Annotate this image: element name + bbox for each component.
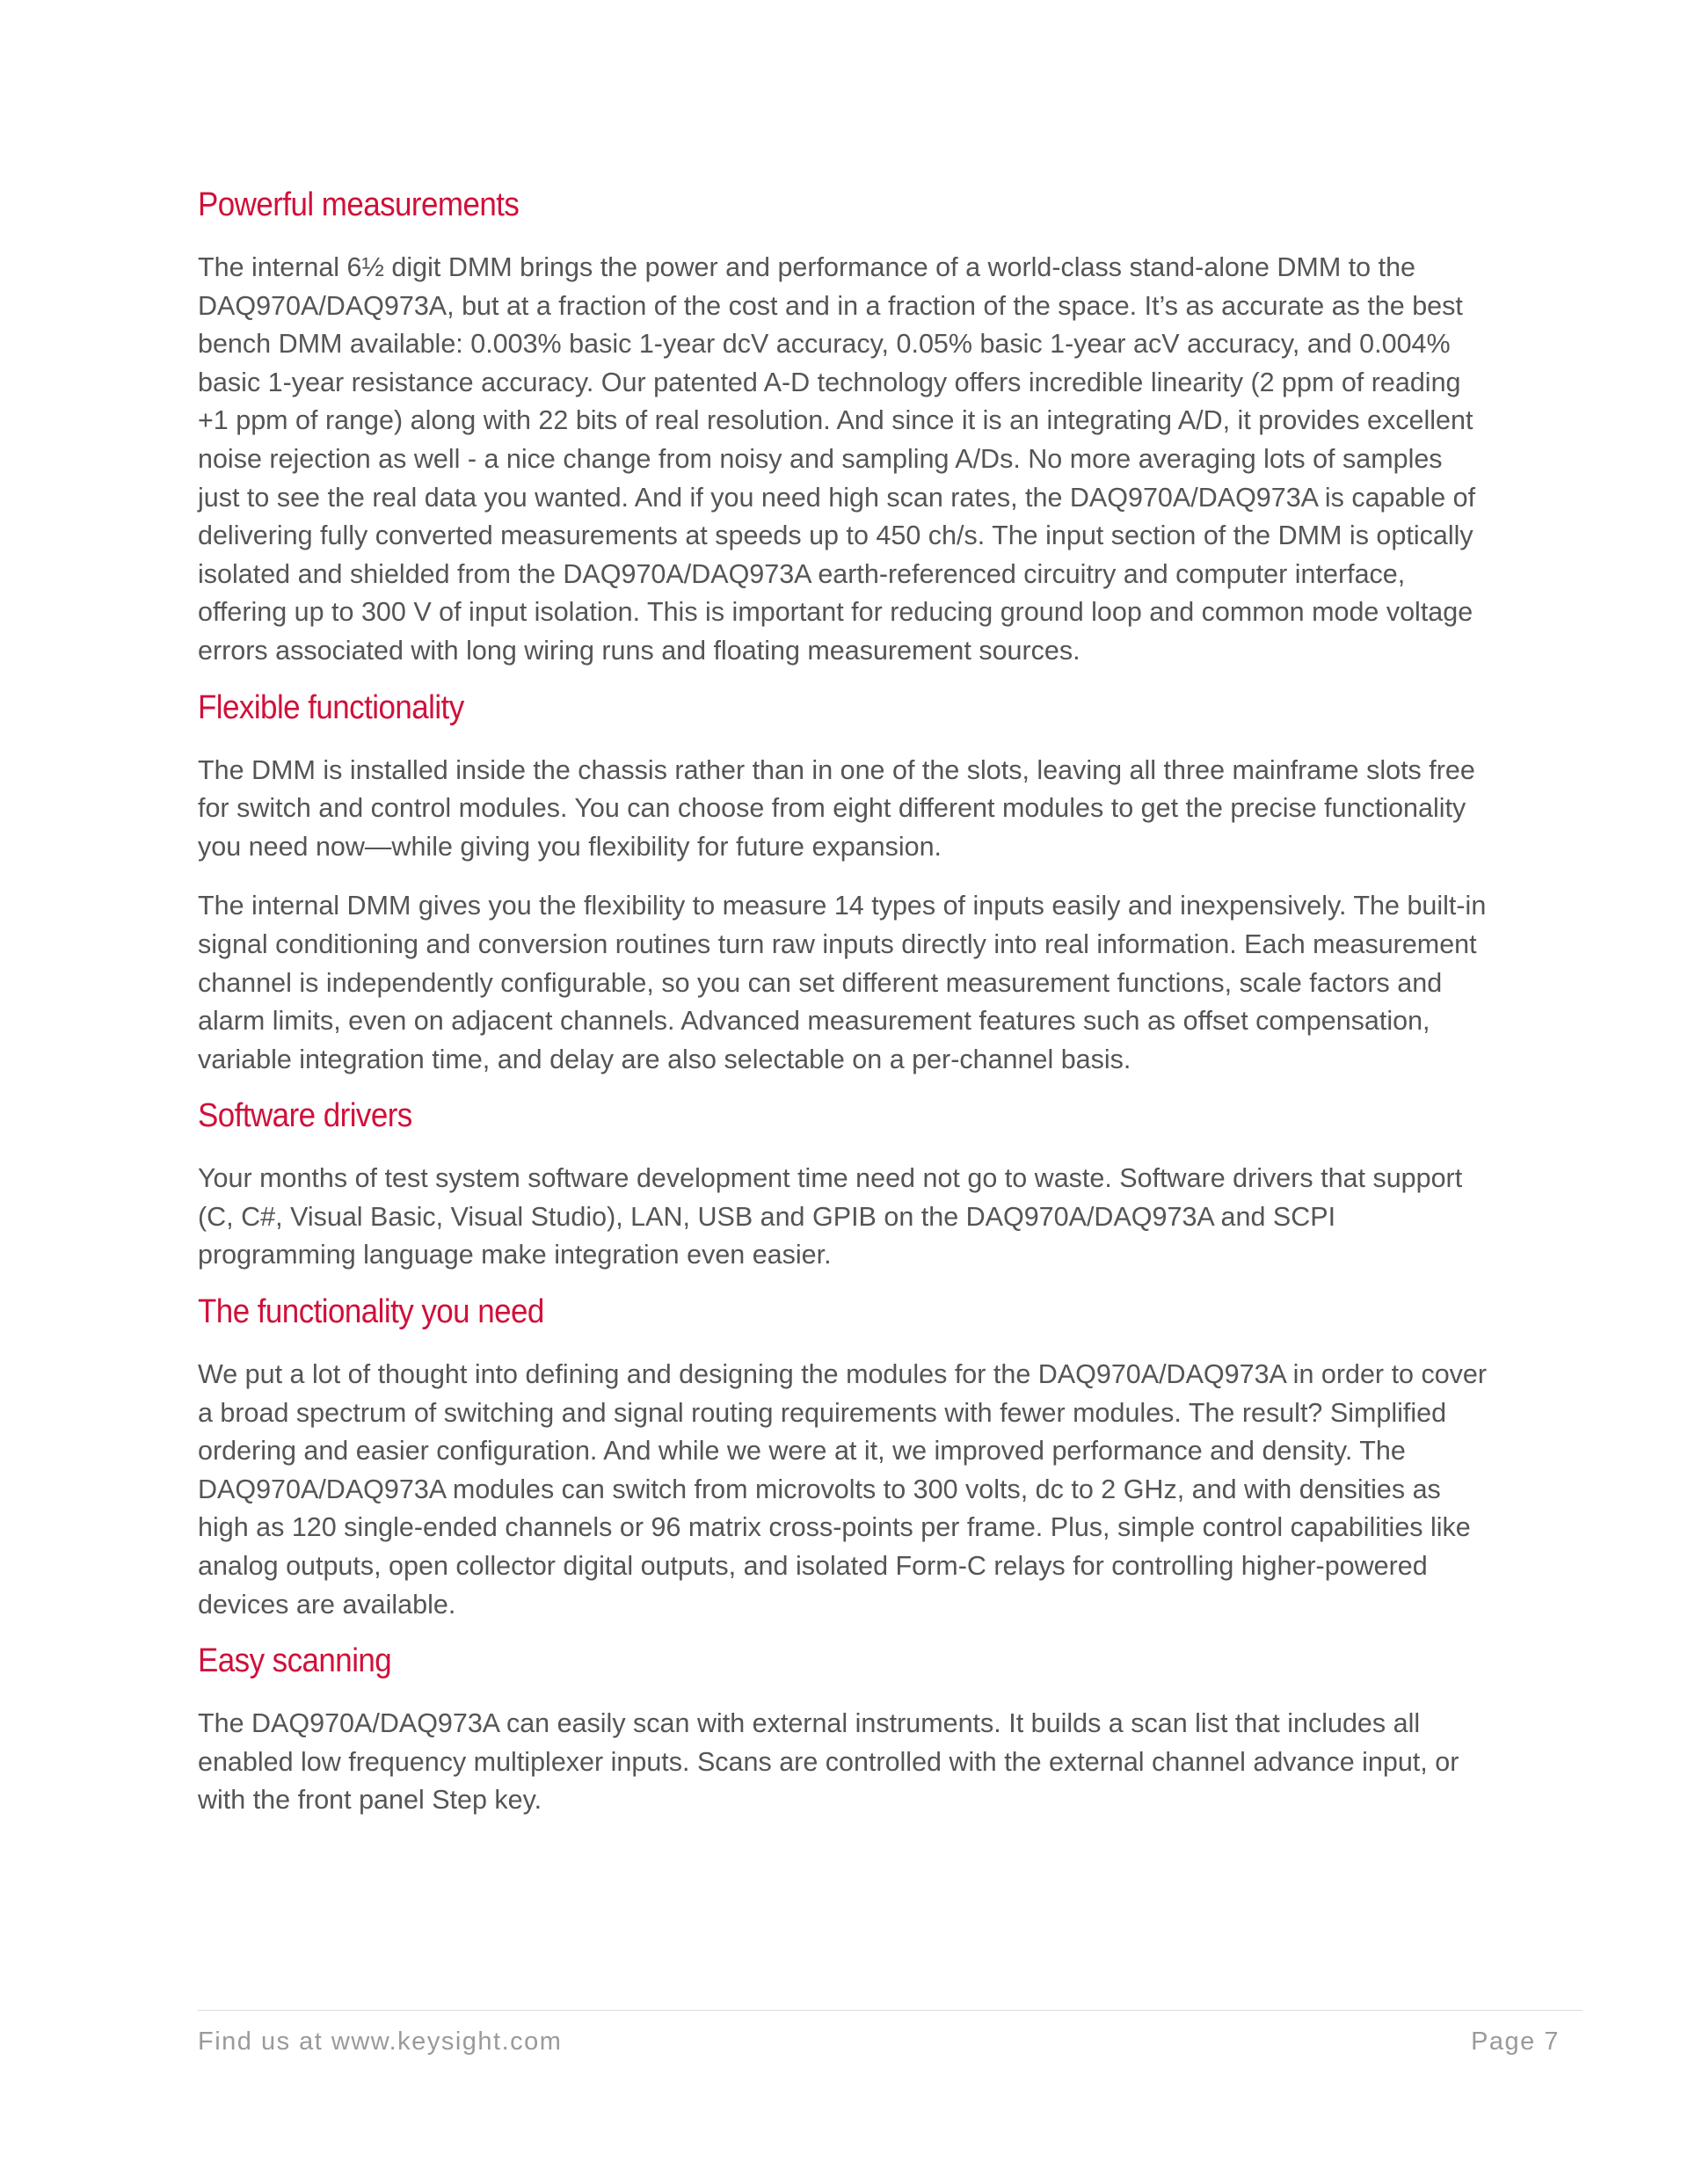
paragraph-flexible-functionality-2: The internal DMM gives you the flexibility to measure 14 types of inputs easily and inexpensively. The built-in signal conditioning and conversion routines turn raw inputs directly into real information. Each measurement channel is independently configurable, so you can set different measurement functions, scale factors and alarm limits, even on adjacent channels. Advanced measurement features such as offset compensation, variable integration time, and delay are also selectable on a per-channel basis.	[198, 891, 1487, 1074]
heading-flexible-functionality: Flexible functionality	[198, 688, 464, 726]
heading-software-drivers: Software drivers	[198, 1097, 412, 1135]
document-body	[198, 180, 1490, 1820]
paragraph-easy-scanning: The DAQ970A/DAQ973A can easily scan with external instruments. It builds a scan list that includes all enabled low frequency multiplexer inputs. Scans are controlled with the external channel advance input, or with the front panel Step key.	[198, 1708, 1459, 1816]
footer-page-number: Page 7	[1471, 2027, 1560, 2056]
heading-functionality-you-need: The functionality you need	[198, 1293, 544, 1331]
paragraph-software-drivers: Your months of test system software development time need not go to waste. Software drivers that support (C, C#, Visual Basic, Visual Studio), LAN, USB and GPIB on the DAQ970A/DAQ973A and SCPI programming language make integration even easier.	[198, 1163, 1463, 1270]
paragraph-flexible-functionality-1: The DMM is installed inside the chassis rather than in one of the slots, leaving all three mainframe slots free for switch and control modules. You can choose from eight different modules to get the precise functionality you need now—while giving you flexibility for future expansion.	[198, 754, 1475, 862]
paragraph-functionality-you-need: We put a lot of thought into defining and designing the modules for the DAQ970A/DAQ973A in order to cover a broad spectrum of switching and signal routing requirements with fewer modules. The result? Simplified ordering and easier configuration. And while we were at it, we improved performance and density. The DAQ970A/DAQ973A modules can switch from microvolts to 300 volts, dc to 2 GHz, and with densities as high as 120 single-ended channels or 96 matrix cross-points per frame. Plus, simple control capabilities like analog outputs, open collector digital outputs, and isolated Form-C relays for controlling higher-powered devices are available.	[198, 1359, 1488, 1620]
heading-powerful-measurements: Powerful measurements	[198, 186, 520, 223]
paragraph-powerful-measurements: The internal 6½ digit DMM brings the power and performance of a world-class stand-alone DMM to the DAQ970A/DAQ973A, but at a fraction of the cost and in a fraction of the space. It’s as accurate as the best bench DMM available: 0.003% basic 1-year dcV accuracy, 0.05% basic 1-year acV accuracy, and 0.004% basic 1-year resistance accuracy. Our patented A-D technology offers incredible linearity (2 ppm of reading +1 ppm of range) along with 22 bits of real resolution. And since it is an integrating A/D, it provides excellent noise rejection as well - a nice change from noisy and sampling A/Ds. No more averaging lots of samples just to see the real data you wanted. And if you need high scan rates, the DAQ970A/DAQ973A is capable of delivering fully converted measurements at speeds up to 450 ch/s. The input section of the DMM is optically isolated and shielded from the DAQ970A/DAQ973A earth-referenced circuitry and computer interface, offering up to 300 V of input isolation. This is important for reducing ground loop and common mode voltage errors associated with long wiring runs and floating measurement sources.	[198, 252, 1476, 666]
heading-easy-scanning: Easy scanning	[198, 1642, 392, 1680]
footer-website-link[interactable]: Find us at www.keysight.com	[198, 2027, 563, 2056]
footer-divider	[198, 2010, 1582, 2011]
